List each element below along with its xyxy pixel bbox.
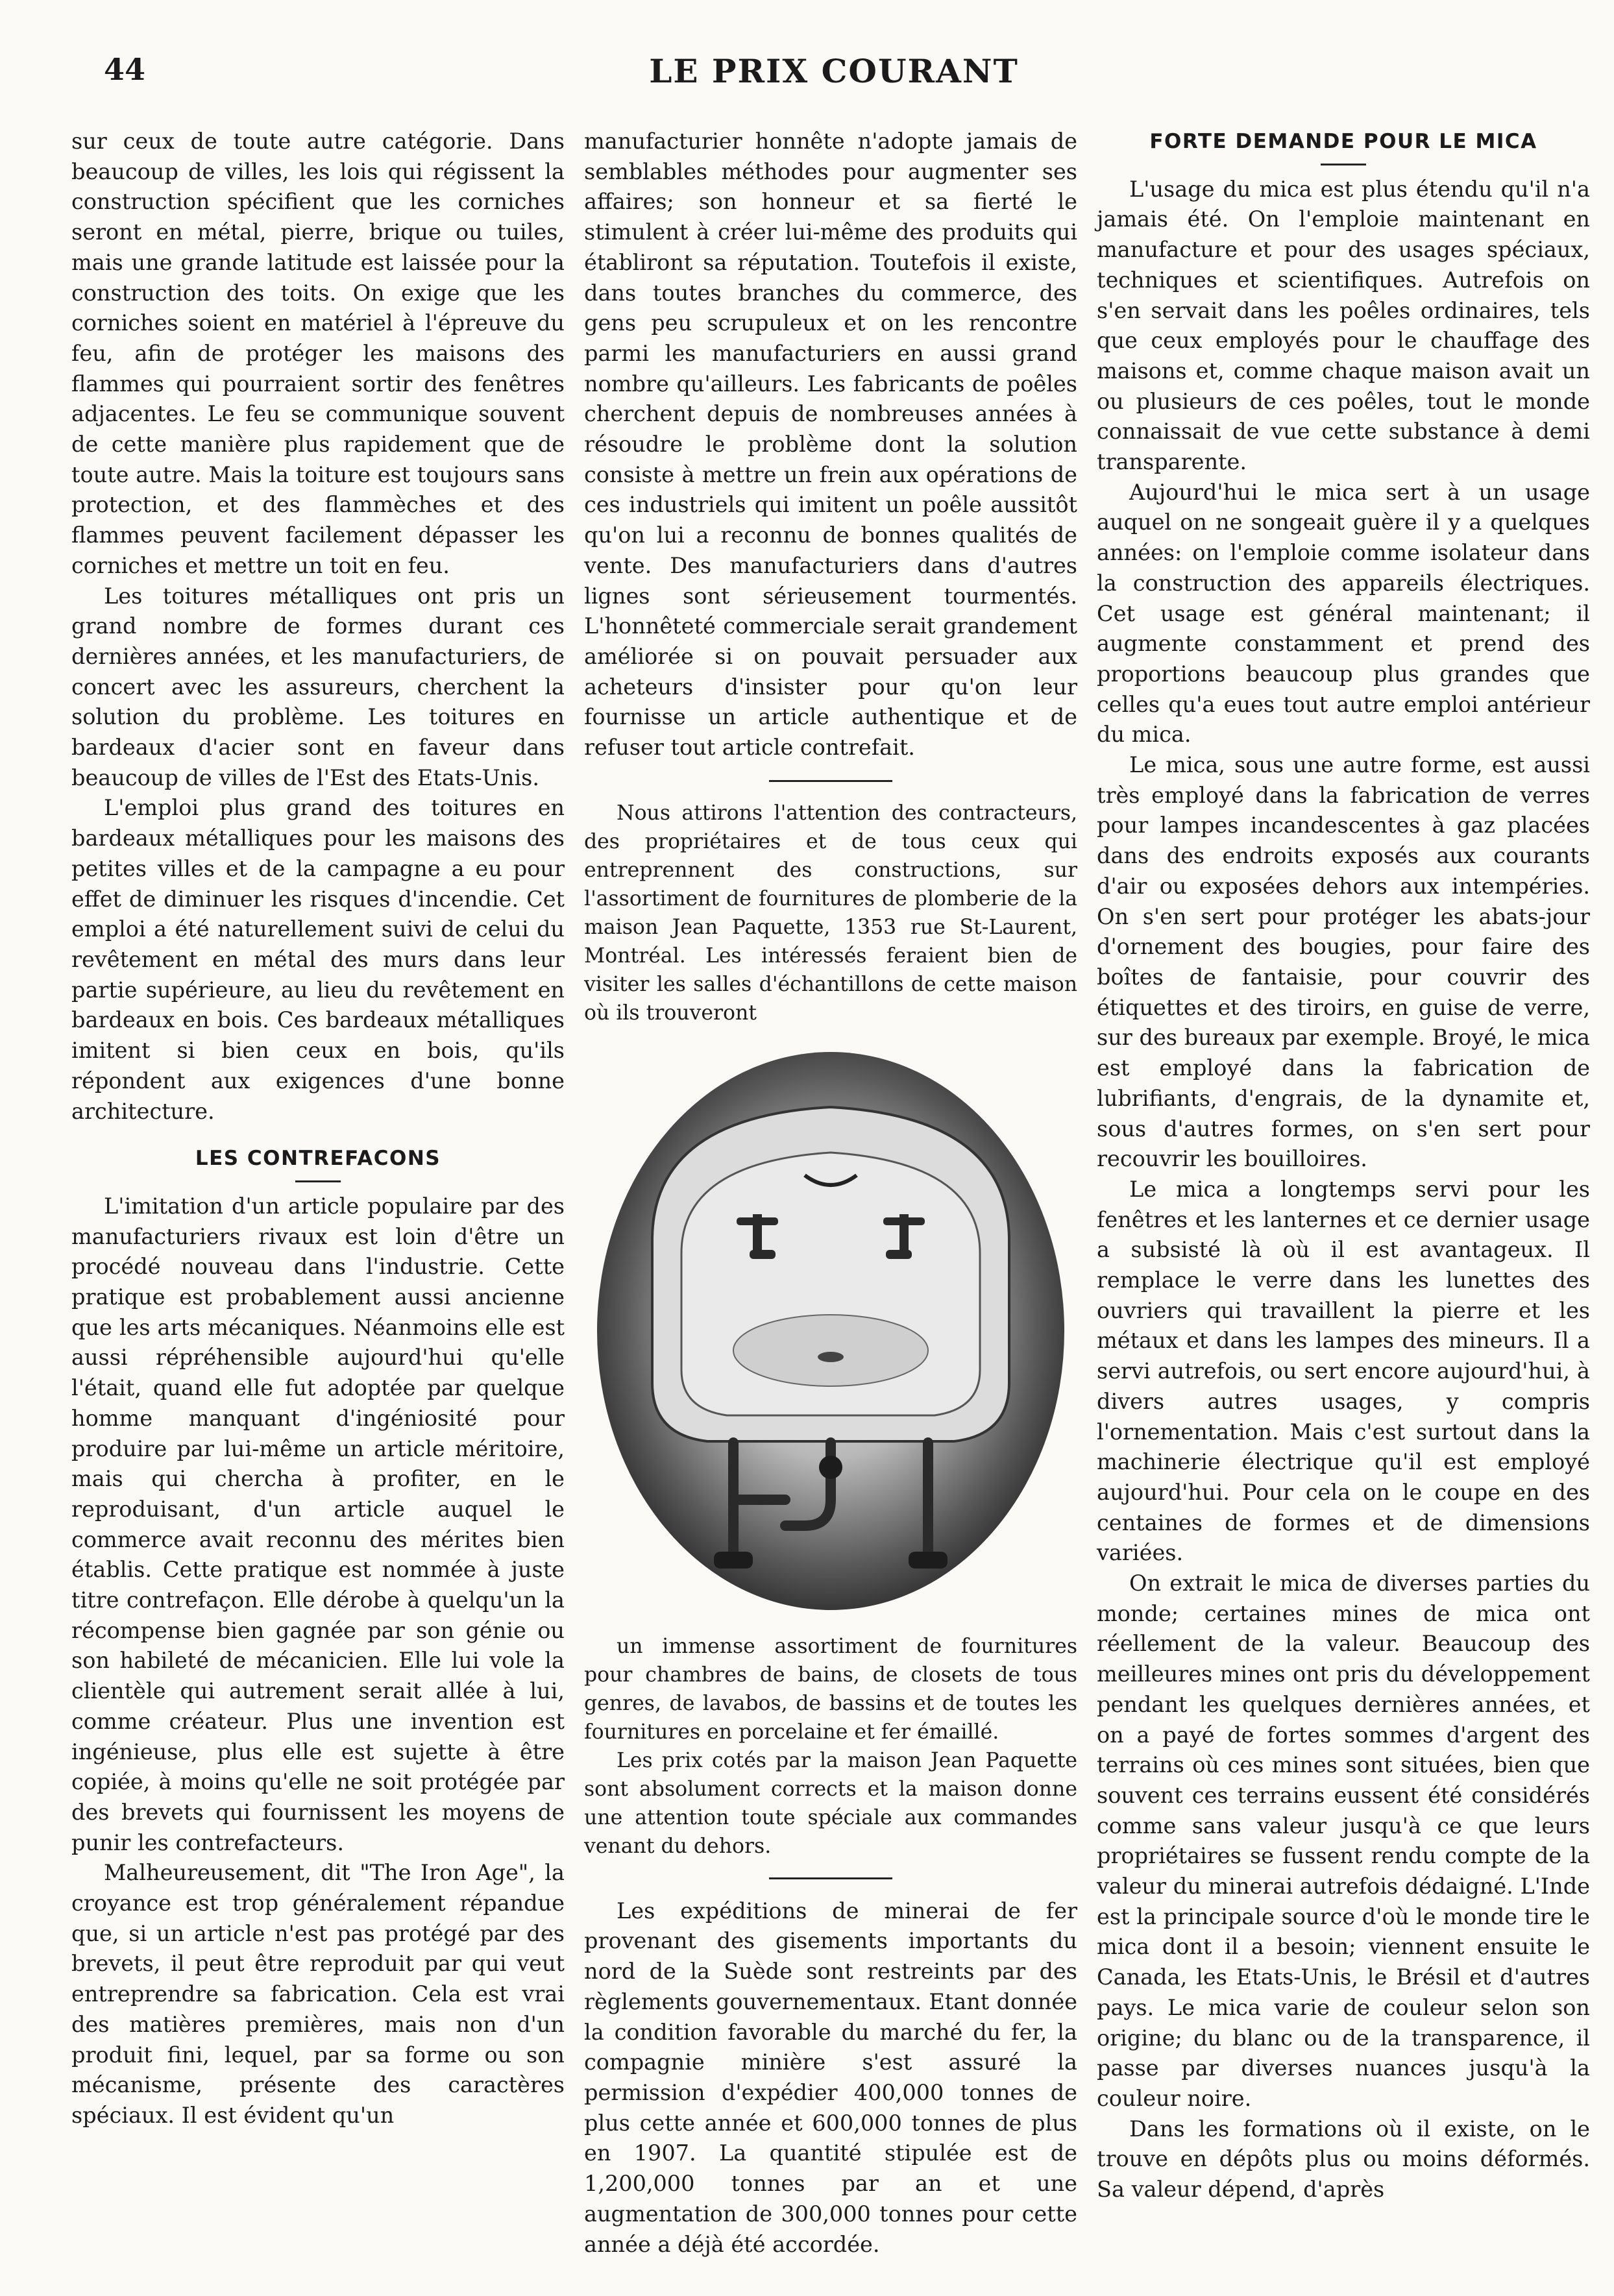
paragraph: L'imitation d'un article populaire par des manufacturiers rivaux est loin d'être un procédé nouveau dans l'industrie. Cette pratique est probablement aussi ancienne que les arts mécaniques. Néanmoins elle est aussi répréhensible aujourd'hui qu'elle l'était, quand elle fut adoptée par quelque homme manquant d'ingéniosité pour produire par lui-même un article méritoire, mais qui chercha à profiter, en le reproduisant, d'un article auquel le commerce avait reconnu des mérites bien établis. Cette pratique est nommée à juste titre contrefaçon. Elle dérobe à quelqu'un la récompense bien gagnée par son génie ou son habileté de mécanicien. Elle lui vole la clientèle qui autrement serait allée à lui, comme créateur. Plus une invention est ingénieuse, plus elle est sujette à être copiée, à moins qu'elle ne soit protégée par des brevets qui fournissent les moyens de punir les contrefacteurs. (71, 1193, 565, 1855)
paragraph: L'usage du mica est plus étendu qu'il n'a jamais été. On l'emploie maintenant en manufacture et pour des usages spéciaux, techniques et scientifiques. Autrefois on s'en servait dans les poêles ordinaires, tels que ceux employés pour le chauffage des maisons et, comme chaque maison avait un ou plusieurs de ces poêles, tout le monde connaissait de vue cette substance à demi transparente. (1097, 176, 1590, 475)
paragraph: Le mica, sous une autre forme, est aussi très employé dans la fabrication de verres pour lampes incandescentes à gaz placées dans des endroits exposés aux courants d'air ou exposées dehors aux intempéries. On s'en sert pour protéger les abats-jour d'ornement des bougies, pour faire des boîtes de fantaisie, pour couvrir des étiquettes et des tiroirs, en guise de verre, sur des bureaux par exemple. Broyé, le mica est employé dans la fabrication de lubrifiants, d'engrais, de la dynamite et, sous d'autres formes, on s'en sert pour recouvrir les bouilloires. (1097, 752, 1590, 1172)
page-number: 44 (104, 52, 146, 87)
paragraph: Les expéditions de minerai de fer provenant des gisements importants du nord de la Suède sont restreints par des règlements gouvernementaux. Etant donnée la condition favorable du marché du fer, la compagnie minière s'est assuré la permission d'expédier 400,000 tonnes de plus cette année et 600,000 tonnes de plus en 1907. La quantité stipulée est de 1,200,000 tonnes par an et une augmentation de 300,000 tonnes pour cette année a déjà été accordée. (584, 1898, 1077, 2257)
paragraph: manufacturier honnête n'adopte jamais de semblables méthodes pour augmenter ses affaires; son honneur et sa fierté le stimulent à créer lui-même des produits qui établiront sa réputation. Toutefois il existe, dans toutes branches du commerce, des gens peu scrupuleux et on les rencontre parmi les manufacturiers en aussi grand nombre qu'ailleurs. Les fabricants de poêles cherchent depuis de nombreuses années à résoudre le problème dont la solution consiste à mettre un frein aux opérations de ces industriels qui imitent un poêle aussitôt qu'on lui a reconnu de bonnes qualités de vente. Des manufacturiers dans d'autres lignes sont sérieusement tourmentés. L'honnêteté commerciale serait grandement améliorée si on pouvait persuader aux acheteurs d'insister pour qu'on leur fournisse un article authentique et de refuser tout article contrefait. (584, 128, 1077, 761)
paragraph: un immense assortiment de fournitures pour chambres de bains, de closets de tous genres, de lavabos, de bassins et de toutes les fournitures en porcelaine et fer émaillé. (584, 1634, 1077, 1744)
article-heading-mica: FORTE DEMANDE POUR LE MICA (1149, 130, 1537, 153)
paragraph: On extrait le mica de diverses parties du monde; certaines mines de mica ont réellement de la valeur. Beaucoup des meilleures mines ont pris du développement pendant les quelques dernières années, et on a payé de fortes sommes d'argent des terrains où ces mines sont situées, bien que souvent ces terrains eussent été considérés comme sans valeur jusqu'à ce que leurs propriétaires se fussent rendu compte de la valeur du minerai autrefois dédaigné. L'Inde est la principale source d'où le monde tire le mica dont il a besoin; viennent ensuite le Canada, les Etats-Unis, le Brésil et d'autres pays. Le mica varie de couleur selon son origine; du blanc ou de la transparence, il passe par diverses nuances jusqu'à la couleur noire. (1097, 1570, 1590, 2111)
paragraph: Le mica a longtemps servi pour les fenêtres et les lanternes et ce dernier usage a subsisté là où il est avantageux. Il remplace le verre dans les lunettes des ouvriers qui travaillent la pierre et les métaux et dans les lampes des mineurs. Il a servi autrefois, ou sert encore aujourd'hui, à divers autres usages, y compris l'ornementation. Mais c'est surtout dans la machinerie électrique qu'il est employé aujourd'hui. Pour cela on le coupe en des centaines de formes et de dimensions variées. (1097, 1176, 1590, 1566)
paragraph: sur ceux de toute autre catégorie. Dans beaucoup de villes, les lois qui régissent la construction spécifient que les corniches seront en métal, pierre, brique ou tuiles, mais une grande latitude est laissée pour la construction des toits. On exige que les corniches soient en matériel à l'épreuve du feu, afin de protéger les maisons des flammes qui pourraient sortir des fenêtres adjacentes. Le feu se communique souvent de cette manière plus rapidement que de toute autre. Mais la toiture est toujours sans protection, et des flammèches et des flammes peuvent facilement dépasser les corniches et mettre un toit en feu. (71, 128, 565, 578)
page-header (104, 52, 1564, 104)
paragraph: Dans les formations où il existe, on le trouve en dépôts plus ou moins déformés. Sa valeur dépend, d'après (1097, 2116, 1590, 2203)
journal-title: LE PRIX COURANT (649, 52, 1019, 90)
heading-rule (1321, 164, 1366, 165)
sink-illustration (591, 1045, 1071, 1617)
column-2 (584, 127, 1077, 2260)
paragraph: Les prix cotés par la maison Jean Paquette sont absolument corrects et la maison donne une attention toute spéciale aux commandes venant du dehors. (584, 1748, 1077, 1858)
paragraph: Nous attirons l'attention des contracteurs, des propriétaires et de tous ceux qui entreprennent des constructions, sur l'assortiment de fournitures de plomberie de la maison Jean Paquette, 1353 rue St-Laurent, Montréal. Les intéressés feraient bien de visiter les salles d'échantillons de cette maison où ils trouveront (584, 801, 1077, 1025)
heading-rule (295, 1180, 341, 1182)
paragraph: L'emploi plus grand des toitures en bardeaux métalliques pour les maisons des petites villes et de la campagne a eu pour effet de diminuer les risques d'incendie. Cet emploi a été naturellement suivi de celui du revêtement en métal des murs dans leur partie supérieure, au lieu du revêtement en bardeaux en bois. Ces bardeaux métalliques imitent si bien ceux en bois, qu'ils répondent aux exigences d'une bonne architecture. (71, 795, 565, 1124)
paragraph: Malheureusement, dit "The Iron Age", la croyance est trop généralement répandue que, si un article n'est pas protégé par des brevets, il peut être reproduit par qui veut entreprendre sa fabrication. Cela est vrai des matières premières, mais non d'un produit fini, lequel, par sa forme ou son mécanisme, présente des caractères spéciaux. Il est évident qu'un (71, 1860, 565, 2128)
article-divider (769, 780, 892, 782)
paragraph: Aujourd'hui le mica sert à un usage auquel on ne songeait guère il y a quelques années: on l'emploie comme isolateur dans la construction des appareils électriques. Cet usage est général maintenant; il augmente constamment et prend des proportions beaucoup plus grandes que celles qu'a eues tout autre emploi antérieur du mica. (1097, 479, 1590, 748)
article-heading-contrefacons: LES CONTREFACONS (195, 1147, 441, 1171)
column-3 (1097, 127, 1590, 2205)
column-1 (71, 127, 565, 2131)
article-divider (769, 1877, 892, 1879)
paragraph: Les toitures métalliques ont pris un grand nombre de formes durant ces dernières années, et les manufacturiers, de concert avec les assureurs, cherchent la solution du problème. Les toitures en bardeaux d'acier sont en faveur dans beaucoup de villes de l'Est des Etats-Unis. (71, 583, 565, 790)
